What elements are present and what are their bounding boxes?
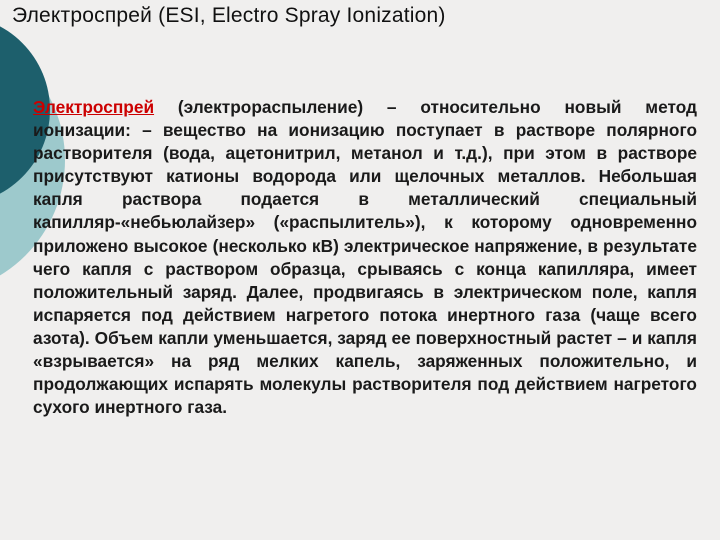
term-link[interactable]: Электроспрей — [33, 97, 155, 117]
slide-title: Электроспрей (ESI, Electro Spray Ionization) — [12, 4, 446, 27]
slide-body — [33, 96, 697, 419]
body-text: (электрораспыление) – относительно новый метод ионизации: – вещество на ионизацию поступает в растворе полярного растворителя (вода, ацетонитрил, метанол и т.д.), при этом в растворе присутствуют катионы водорода или щелочных металлов. Небольшая капля раствора подается в металлический специальный капилляр-«небьюлайзер» («распылитель»), к которому одновременно приложено высокое (несколько кВ) электрическое напряжение, в результате чего капля с раствором образца, срываясь с конца капилляра, имеет положительный заряд. Далее, продвигаясь в электрическом поле, капля испаряется под действием нагретого потока инертного газа (чаще всего азота). Объем капли уменьшается, заряд ее поверхностный растет – и капля «взрывается» на ряд мелких капель, заряженных положительно, и продолжающих испарять молекулы растворителя под действием нагретого сухого инертного газа. — [33, 97, 697, 418]
